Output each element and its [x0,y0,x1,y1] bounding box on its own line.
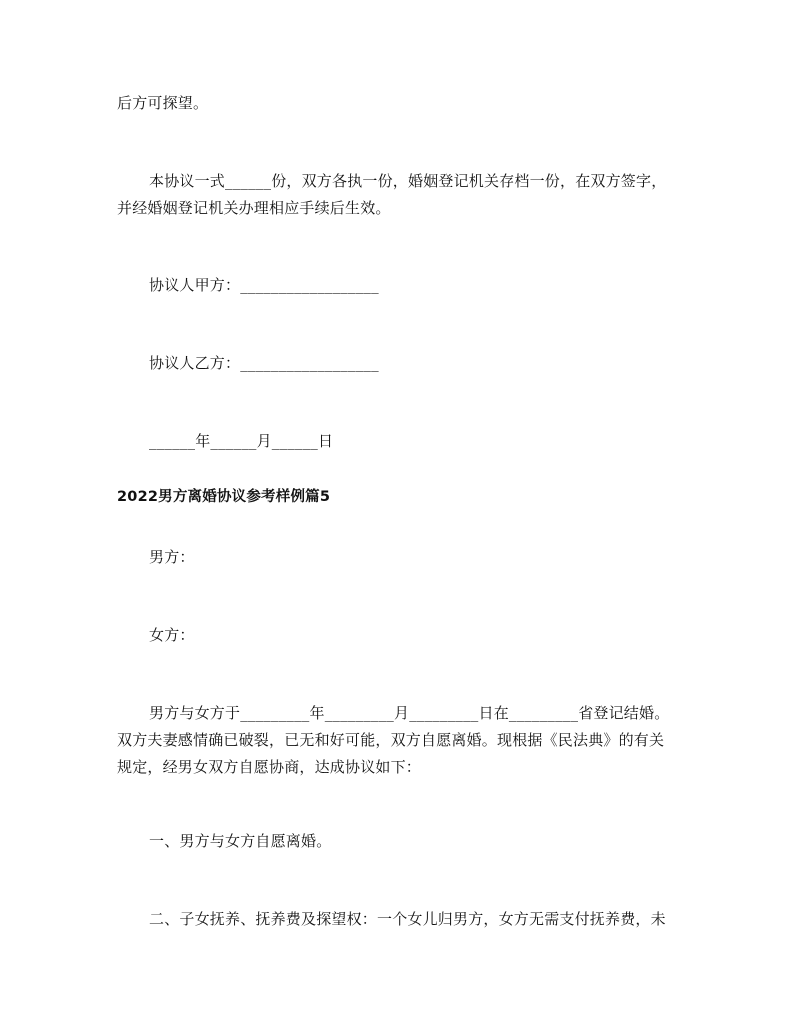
signature-line-party-a: 协议人甲方：__________________ [149,276,379,294]
paragraph-line: 并经婚姻登记机关办理相应手续后生效。 [117,199,391,217]
signature-line-party-b: 协议人乙方：__________________ [149,354,379,372]
paragraph-line: 规定，经男女双方自愿协商，达成协议如下： [117,758,422,776]
clause-line: 二、子女抚养、抚养费及探望权：一个女儿归男方，女方无需支付抚养费，未 [149,910,666,928]
paragraph-line: 本协议一式______份，双方各执一份，婚姻登记机关存档一份，在双方签字， [149,172,667,190]
paragraph-line: 后方可探望。 [117,94,209,112]
paragraph-line: 双方夫妻感情确已破裂，已无和好可能，双方自愿离婚。现根据《民法典》的有关 [117,731,665,749]
paragraph-line: 男方： [149,548,195,566]
date-line: ______年______月______日 [149,432,334,450]
paragraph-line: 女方： [149,626,195,644]
clause-line: 一、男方与女方自愿离婚。 [149,832,332,850]
section-heading: 2022男方离婚协议参考样例篇5 [117,489,331,505]
paragraph-line: 男方与女方于_________年_________月_________日在_________省登记结婚。 [149,704,670,722]
